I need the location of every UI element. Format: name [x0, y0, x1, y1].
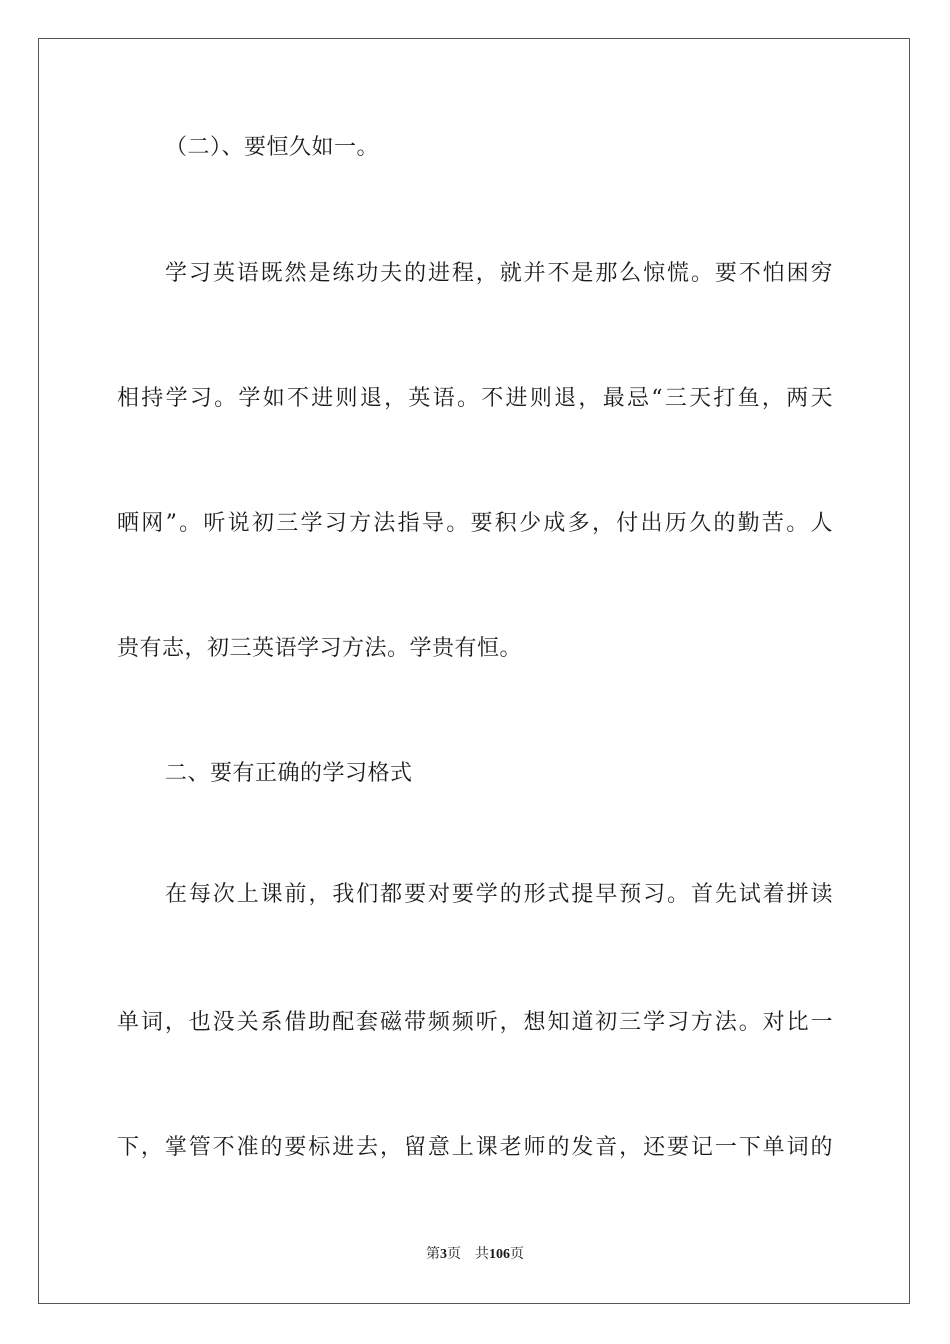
paragraph-line: 贵有志，初三英语学习方法。学贵有恒。	[117, 636, 523, 661]
paragraph-line: 相持学习。学如不进则退，英语。不进则退，最忌“三天打鱼，两天	[117, 386, 833, 411]
total-suffix: 页	[510, 1246, 524, 1262]
subheading-persistence: （二）、要恒久如一。	[165, 135, 380, 160]
total-pages: 106	[489, 1247, 510, 1262]
paragraph-line: 晒网”。听说初三学习方法指导。要积少成多，付出历久的勤苦。人	[117, 511, 833, 536]
paragraph-line: 单词，也没关系借助配套磁带频频听，想知道初三学习方法。对比一	[117, 1010, 833, 1035]
total-prefix: 共	[475, 1246, 489, 1262]
paragraph-line: 下，掌管不准的要标进去，留意上课老师的发音，还要记一下单词的	[117, 1135, 833, 1160]
page-suffix: 页	[447, 1246, 461, 1262]
section-heading: 二、要有正确的学习格式	[165, 761, 413, 786]
paragraph-line: 在每次上课前，我们都要对要学的形式提早预习。首先试着拼读	[165, 882, 833, 907]
page-prefix: 第	[426, 1246, 440, 1262]
page-number: 3	[440, 1247, 447, 1262]
page-footer	[0, 1244, 950, 1265]
page-border	[38, 38, 910, 1304]
paragraph-line: 学习英语既然是练功夫的进程，就并不是那么惊慌。要不怕困穷	[165, 261, 833, 286]
